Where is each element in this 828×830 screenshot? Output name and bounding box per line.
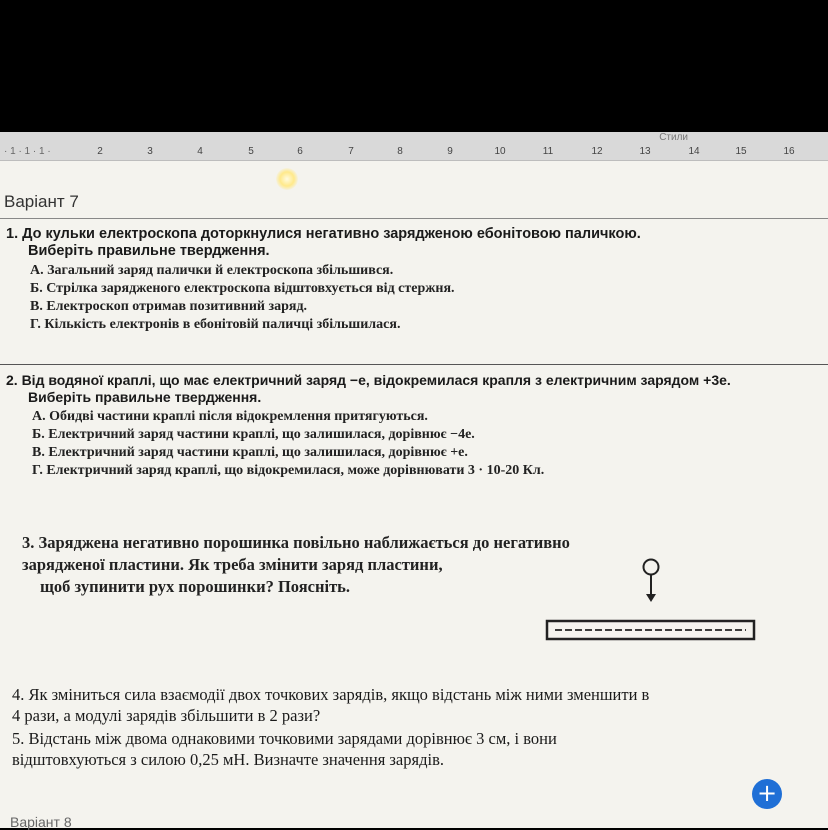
dust-particle-icon (640, 558, 662, 604)
document-window (0, 132, 828, 828)
next-variant-title: Варіант 8 (10, 814, 72, 830)
ruler-lead: · 1 · 1 · 1 · (4, 146, 51, 157)
ruler-tick: 16 (783, 146, 795, 157)
ruler-tick: 15 (735, 146, 747, 157)
option-d: Г. Електричний заряд краплі, що відокремилася, може дорівнювати 3 · 10-20 Кл. (32, 463, 545, 478)
question-5 (12, 728, 818, 770)
option-a: А. Загальний заряд палички й електроскопа збільшився. (30, 263, 394, 278)
ruler-tick: 2 (97, 146, 103, 157)
variant-title: Варіант 7 (4, 192, 79, 211)
option-a: А. Обидві частини краплі після відокремлення притягуються. (32, 409, 428, 424)
question-1 (6, 226, 828, 334)
question-3-line-1: 3. Заряджена негативно порошинка повільно наближається до негативно (22, 533, 570, 552)
ruler-tick: 4 (197, 146, 203, 157)
ruler-tick: 9 (447, 146, 453, 157)
question-3 (22, 532, 828, 598)
ruler-tick: 3 (147, 146, 153, 157)
option-b: Б. Стрілка зарядженого електроскопа відштовхується від стержня. (30, 281, 455, 296)
option-c: В. Електроскоп отримав позитивний заряд. (30, 299, 308, 314)
divider (0, 364, 828, 365)
question-1-instruction: Виберіть правильне твердження. (28, 243, 270, 259)
ruler-tick: 14 (688, 146, 700, 157)
ruler-tick: 5 (248, 146, 254, 157)
question-3-line-2: зарядженої пластини. Як треба змінити заряд пластини, (22, 555, 443, 574)
ruler-tick: 11 (542, 146, 554, 157)
screen-glare (276, 168, 298, 190)
ruler-tick: 10 (494, 146, 506, 157)
question-4 (12, 684, 818, 726)
question-5-line-2: відштовхуються з силою 0,25 мН. Визначте значення зарядів. (12, 750, 444, 769)
question-2 (6, 372, 828, 480)
question-4-line-1: 4. Як зміниться сила взаємодії двох точкових зарядів, якщо відстань між ними зменшити в (12, 685, 650, 704)
question-2-head: 2. Від водяної краплі, що має електричний заряд −e, відокремилася крапля з електричним зарядом +3e. (6, 372, 731, 388)
add-button[interactable]: + (752, 779, 782, 809)
ruler-tick: 8 (397, 146, 403, 157)
option-c: В. Електричний заряд частини краплі, що залишилася, дорівнює +e. (32, 445, 468, 460)
option-d: Г. Кількість електронів в ебонітовій паличці збільшилася. (30, 317, 401, 332)
divider (0, 218, 828, 219)
question-5-line-1: 5. Відстань між двома однаковими точковими зарядами дорівнює 3 см, і вони (12, 729, 557, 748)
option-b: Б. Електричний заряд частини краплі, що залишилася, дорівнює −4e. (32, 427, 475, 442)
ruler-tick: 6 (297, 146, 303, 157)
ruler-tick: 13 (639, 146, 651, 157)
ruler-tick: 7 (348, 146, 354, 157)
styles-label: Стили (659, 132, 688, 143)
question-3-line-3: щоб зупинити рух порошинки? Поясніть. (40, 577, 351, 596)
ruler-tick: 12 (591, 146, 603, 157)
charged-plate-icon (545, 619, 757, 641)
question-2-instruction: Виберіть правильне твердження. (28, 389, 262, 405)
question-4-line-2: 4 рази, а модулі зарядів збільшити в 2 рази? (12, 706, 321, 725)
question-1-head: 1. До кульки електроскопа доторкнулися негативно зарядженою ебонітовою паличкою. (6, 226, 641, 242)
horizontal-ruler[interactable] (0, 132, 828, 161)
document-page[interactable] (0, 160, 828, 828)
